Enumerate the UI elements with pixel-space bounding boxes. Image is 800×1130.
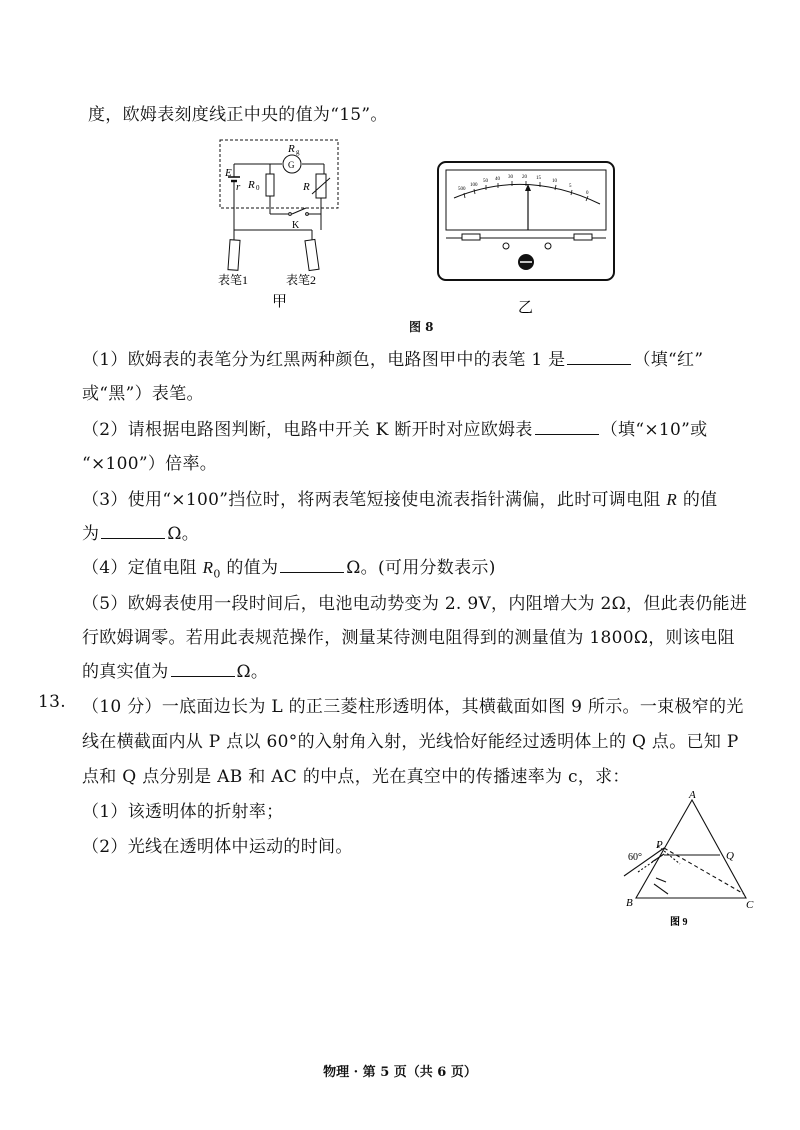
label-k: K	[292, 220, 300, 231]
q1-line2: 或“黑”）表笔。	[82, 384, 204, 404]
meter-tick: 0	[586, 191, 589, 196]
q13-line1: （10 分）一底面边长为 L 的正三菱柱形透明体，其横截面如图 9 所示。一束极窄的光	[82, 697, 744, 717]
q4-suffix: Ω。(可用分数表示)	[346, 558, 496, 578]
figure8-caption: 图 8	[409, 320, 434, 334]
meter-tick: 15	[536, 176, 541, 181]
meter-tick: 50	[483, 179, 488, 184]
subfigure-right-label: 乙	[518, 300, 534, 316]
ohmmeter-face	[434, 158, 618, 318]
prism-diagram	[618, 788, 768, 930]
point-p: P	[656, 839, 663, 851]
label-e: E	[225, 167, 232, 179]
q13-line3: 点和 Q 点分别是 AB 和 AC 的中点，光在真空中的传播速率为 c，求：	[82, 767, 630, 787]
label-r0: R	[248, 179, 255, 191]
q3-blank[interactable]	[101, 524, 165, 539]
meter-tick: 40	[495, 177, 500, 182]
meter-tick: 500	[458, 187, 466, 192]
q2-text: （2）请根据电路图判断，电路中开关 K 断开时对应欧姆表	[82, 420, 533, 440]
point-q: Q	[726, 850, 734, 862]
q13-sub2: （2）光线在透明体中运动的时间。	[82, 837, 353, 857]
meter-tick: 5	[569, 184, 572, 189]
q4-text: （4）定值电阻	[82, 558, 197, 578]
circuit-diagram	[212, 132, 352, 312]
meter-tick: 10	[552, 179, 557, 184]
q4-mid: 的值为	[226, 558, 279, 578]
q13-number: 13.	[38, 692, 66, 712]
q1-text: （1）欧姆表的表笔分为红黑两种颜色，电路图甲中的表笔 1 是	[82, 350, 566, 370]
q5-suffix: Ω。	[236, 662, 269, 682]
label-galvanometer: G	[288, 160, 295, 170]
q2-blank[interactable]	[535, 420, 599, 435]
q1-blank[interactable]	[567, 350, 631, 365]
q5-line3	[82, 657, 268, 682]
q2-suffix: （填“×10”或	[600, 420, 708, 440]
q2-line1	[82, 415, 707, 440]
q3-cont-prefix: 为	[82, 524, 100, 544]
q5-line1: （5）欧姆表使用一段时间后，电池电动势变为 2. 9V，内阻增大为 2Ω，但此表仍能进	[82, 594, 748, 614]
intro-text: 度，欧姆表刻度线正中央的值为“15”。	[88, 105, 388, 125]
q13-sub1: （1）该透明体的折射率；	[82, 802, 284, 822]
meter-tick: 100	[470, 183, 478, 188]
vertex-c: C	[746, 899, 754, 911]
label-r0-sub: 0	[256, 184, 260, 192]
q5-text: 的真实值为	[82, 662, 169, 682]
label-rg-sub: g	[296, 148, 300, 156]
label-r-variable: R	[303, 181, 310, 193]
probe1-label: 表笔1	[218, 273, 249, 287]
q3-line1	[82, 485, 717, 510]
figure9-caption: 图 9	[670, 917, 688, 928]
q4-line	[82, 553, 496, 580]
q5-blank[interactable]	[171, 662, 235, 677]
vertex-a: A	[689, 789, 696, 801]
angle-label: 60°	[628, 852, 642, 863]
meter-tick: 20	[522, 175, 527, 180]
q4-sub: 0	[213, 567, 221, 581]
q3-suffix: 的值	[682, 490, 718, 510]
q3-var: R	[666, 490, 678, 509]
q13-line2: 线在横截面内从 P 点以 60°的入射角入射，光线恰好能经过透明体上的 Q 点。已知 P	[82, 732, 739, 752]
q1-line1	[82, 345, 703, 370]
q4-var: R	[202, 558, 214, 577]
page-footer: 物理 · 第 5 页（共 6 页）	[323, 1065, 477, 1080]
label-r-internal: r	[236, 181, 241, 193]
subfigure-left-label: 甲	[272, 294, 288, 310]
vertex-b: B	[626, 897, 633, 909]
q3-cont-suffix: Ω。	[167, 524, 200, 544]
meter-tick: 30	[508, 175, 513, 180]
probe2-label: 表笔2	[286, 273, 317, 287]
q3-line2	[82, 519, 199, 544]
q4-blank[interactable]	[280, 558, 344, 573]
q3-text: （3）使用“×100”挡位时，将两表笔短接使电流表指针满偏，此时可调电阻	[82, 490, 661, 510]
label-rg: R	[288, 143, 295, 155]
q1-suffix: （填“红”	[633, 350, 704, 370]
q2-line2: “×100”）倍率。	[82, 454, 218, 474]
q5-line2: 行欧姆调零。若用此表规范操作，测量某待测电阻得到的测量值为 1800Ω，则该电阻	[82, 628, 735, 648]
